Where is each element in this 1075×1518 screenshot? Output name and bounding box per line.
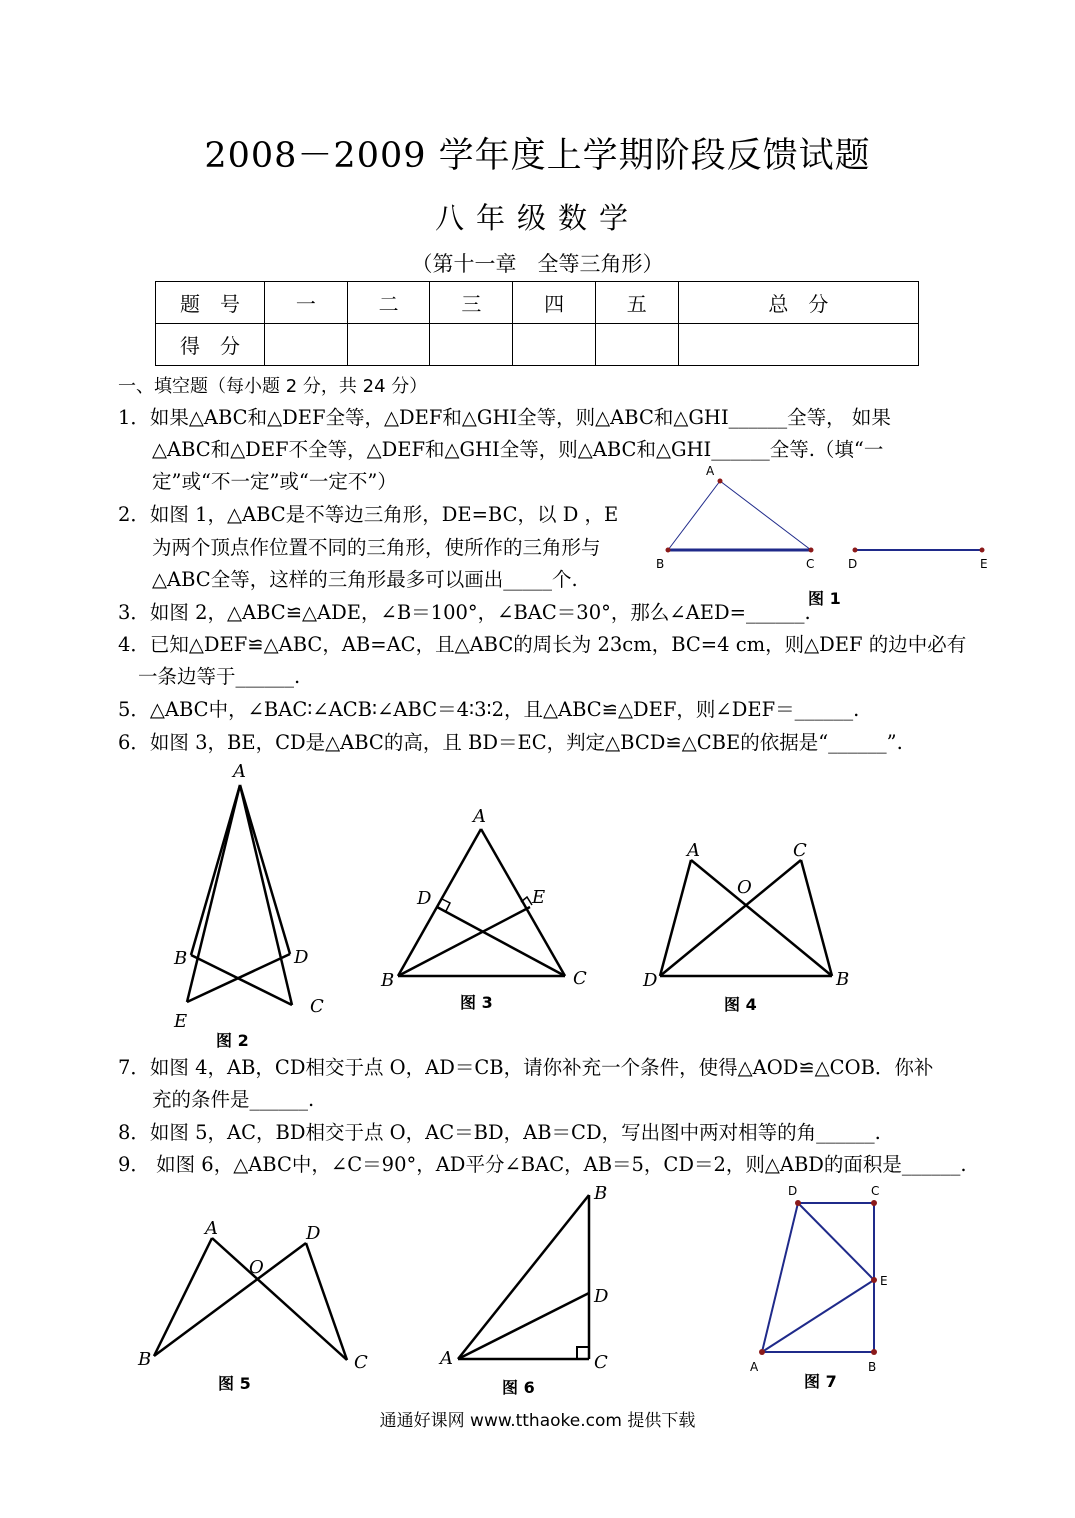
point-label: D <box>643 970 658 991</box>
point-label: A <box>473 806 486 827</box>
question-line: 4．已知△DEF≌△ABC，AB=AC，且△ABC的周长为 23cm，BC=4 cm，则△DEF 的边中必有 <box>118 633 967 656</box>
score-header-cell: 题 号 <box>156 282 265 324</box>
point-label: A <box>687 840 700 861</box>
point-label: C <box>793 840 807 861</box>
question-line: 9． 如图 6，△ABC中，∠C＝90°，AD平分∠BAC，AB＝5，CD＝2，则△ABD的面积是______. <box>118 1153 967 1176</box>
question-line: 一条边等于______. <box>138 665 301 688</box>
question-line: 1．如果△ABC和△DEF全等，△DEF和△GHI全等，则△ABC和△GHI______全等， 如果 <box>118 406 891 429</box>
figure-2 <box>160 755 340 1035</box>
figure-caption: 图 2 <box>216 1031 249 1050</box>
point-label: B <box>174 948 188 969</box>
point-label: C <box>594 1352 608 1373</box>
score-cell[interactable] <box>595 324 678 366</box>
question-line: △ABC全等，这样的三角形最多可以画出_____个. <box>152 568 578 591</box>
figure-6 <box>430 1175 630 1375</box>
score-table-score-row <box>156 324 919 366</box>
figure-7 <box>740 1175 910 1375</box>
score-cell[interactable] <box>678 324 918 366</box>
question-line: 为两个顶点作位置不同的三角形，使所作的三角形与 <box>152 536 601 559</box>
figure-caption: 图 4 <box>724 995 757 1014</box>
question-line: △ABC和△DEF不全等，△DEF和△GHI全等，则△ABC和△GHI______全等.（填“一 <box>152 438 884 461</box>
figure-caption: 图 1 <box>808 589 841 608</box>
point-label: A <box>205 1218 218 1239</box>
question-line: 充的条件是______. <box>152 1088 315 1111</box>
point-label: A <box>440 1348 453 1369</box>
figure-4 <box>635 830 865 1000</box>
point-label: A <box>233 761 246 782</box>
question-line: 定”或“不一定”或“一定不”） <box>152 470 397 493</box>
score-header-cell: 五 <box>595 282 678 324</box>
score-cell[interactable] <box>265 324 348 366</box>
question-line: 7．如图 4，AB，CD相交于点 O，AD＝CB，请你补充一个条件，使得△AOD≌△COB．你补 <box>118 1056 934 1079</box>
page-footer: 通通好课网 www.tthaoke.com 提供下载 <box>379 1411 696 1431</box>
score-header-cell: 总 分 <box>678 282 918 324</box>
point-label: E <box>980 557 988 571</box>
score-header-cell: 二 <box>347 282 430 324</box>
point-label: D <box>306 1223 321 1244</box>
score-row-label: 得 分 <box>156 324 265 366</box>
point-label: D <box>417 888 432 909</box>
point-label: O <box>249 1257 264 1278</box>
point-label: E <box>880 1274 888 1288</box>
point-label: B <box>868 1360 877 1374</box>
point-label: C <box>806 557 815 571</box>
figure-caption: 图 6 <box>502 1378 535 1397</box>
figure-5 <box>130 1210 380 1370</box>
point-label: O <box>737 877 752 898</box>
point-label: C <box>310 996 324 1017</box>
section-heading: 一、填空题（每小题 2 分，共 24 分） <box>118 376 428 397</box>
score-cell[interactable] <box>513 324 596 366</box>
point-label: B <box>594 1183 608 1204</box>
point-label: C <box>871 1184 880 1198</box>
point-label: B <box>656 557 665 571</box>
score-header-cell: 四 <box>513 282 596 324</box>
chapter-label: （第十一章 全等三角形） <box>411 252 664 276</box>
question-line: 6．如图 3，BE，CD是△ABC的高，且 BD＝EC，判定△BCD≌△CBE的依据是“______”. <box>118 731 903 754</box>
point-label: A <box>706 464 715 478</box>
point-label: B <box>381 970 395 990</box>
point-label: D <box>788 1184 798 1198</box>
point-label: A <box>750 1360 759 1374</box>
point-label: D <box>594 1286 609 1307</box>
score-cell[interactable] <box>430 324 513 366</box>
point-label: E <box>532 887 546 908</box>
question-line: 2．如图 1，△ABC是不等边三角形，DE=BC，以 D ，E <box>118 503 619 526</box>
point-label: E <box>174 1011 188 1032</box>
figure-caption: 图 5 <box>218 1374 251 1393</box>
question-line: 3．如图 2，△ABC≌△ADE，∠B＝100°，∠BAC＝30°，那么∠AED=______. <box>118 601 811 624</box>
point-label: C <box>573 968 587 989</box>
figure-caption: 图 3 <box>460 993 493 1012</box>
point-label: C <box>354 1352 368 1370</box>
page-subtitle: 八年级数学 <box>434 201 640 235</box>
score-header-cell: 一 <box>265 282 348 324</box>
page-title: 2008－2009 学年度上学期阶段反馈试题 <box>204 136 871 176</box>
score-table <box>155 281 919 366</box>
question-line: 5．△ABC中，∠BAC∶∠ACB∶∠ABC＝4∶3∶2，且△ABC≌△DEF，则∠DEF＝______. <box>118 698 860 721</box>
figure-3 <box>375 800 595 990</box>
point-label: B <box>138 1349 152 1370</box>
point-label: D <box>848 557 858 571</box>
score-cell[interactable] <box>347 324 430 366</box>
point-label: D <box>294 947 309 968</box>
score-table-header-row <box>156 282 919 324</box>
question-line: 8．如图 5，AC，BD相交于点 O，AC＝BD，AB＝CD，写出图中两对相等的角______. <box>118 1121 881 1144</box>
score-header-cell: 三 <box>430 282 513 324</box>
figure-caption: 图 7 <box>804 1372 837 1391</box>
point-label: B <box>836 969 850 990</box>
